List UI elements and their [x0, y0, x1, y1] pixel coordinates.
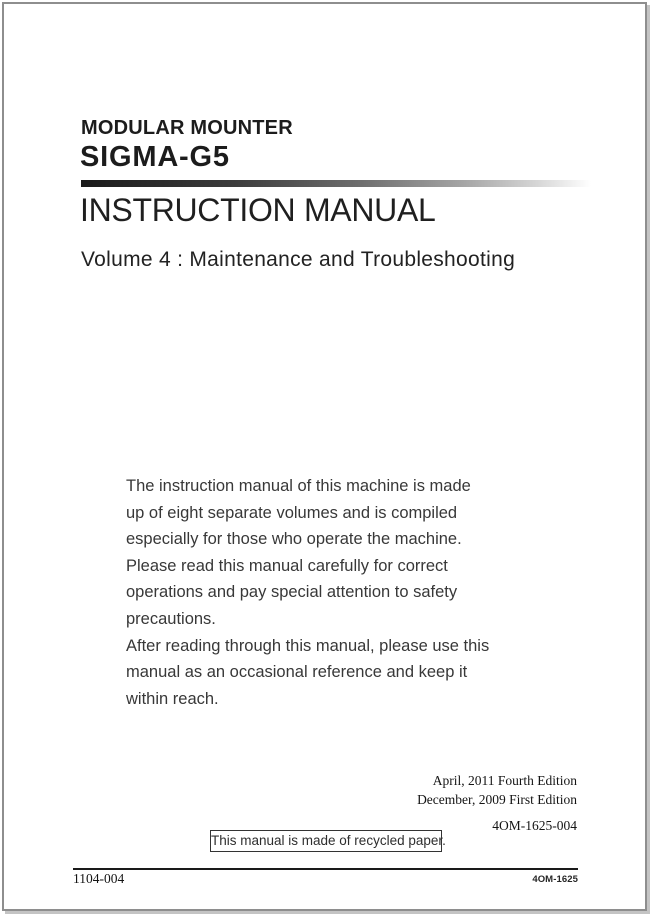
intro-line: Please read this manual carefully for correct [126, 556, 448, 575]
volume-subtitle: Volume 4 : Maintenance and Troubleshooting [81, 248, 516, 271]
edition-history [417, 771, 577, 809]
footer-rule [73, 868, 578, 870]
intro-line: precautions. [126, 609, 216, 628]
recycled-paper-note: This manual is made of recycled paper. [211, 833, 446, 848]
document-title: INSTRUCTION MANUAL [80, 192, 436, 228]
intro-paragraph [126, 473, 489, 712]
intro-line: operations and pay special attention to safety [126, 583, 458, 602]
recycled-paper-note-box [210, 830, 446, 852]
manual-part-number: 4OM-1625-004 [492, 818, 577, 833]
intro-line: manual as an occasional reference and keep it [126, 663, 468, 682]
footer-part-code: 4OM-1625 [532, 874, 578, 885]
product-name-heading: SIGMA-G5 [80, 141, 230, 173]
edition-line: April, 2011 Fourth Edition [432, 773, 577, 788]
gradient-divider [81, 180, 591, 187]
edition-line: December, 2009 First Edition [417, 792, 577, 807]
intro-line: The instruction manual of this machine is made [126, 477, 471, 495]
footer-doc-code: 1104-004 [73, 871, 125, 886]
intro-line: within reach. [126, 689, 219, 708]
intro-line: After reading through this manual, please use this [126, 636, 490, 655]
product-line-heading: MODULAR MOUNTER [81, 117, 293, 139]
intro-line: up of eight separate volumes and is compiled [126, 503, 458, 522]
intro-line: especially for those who operate the machine. [126, 530, 462, 549]
